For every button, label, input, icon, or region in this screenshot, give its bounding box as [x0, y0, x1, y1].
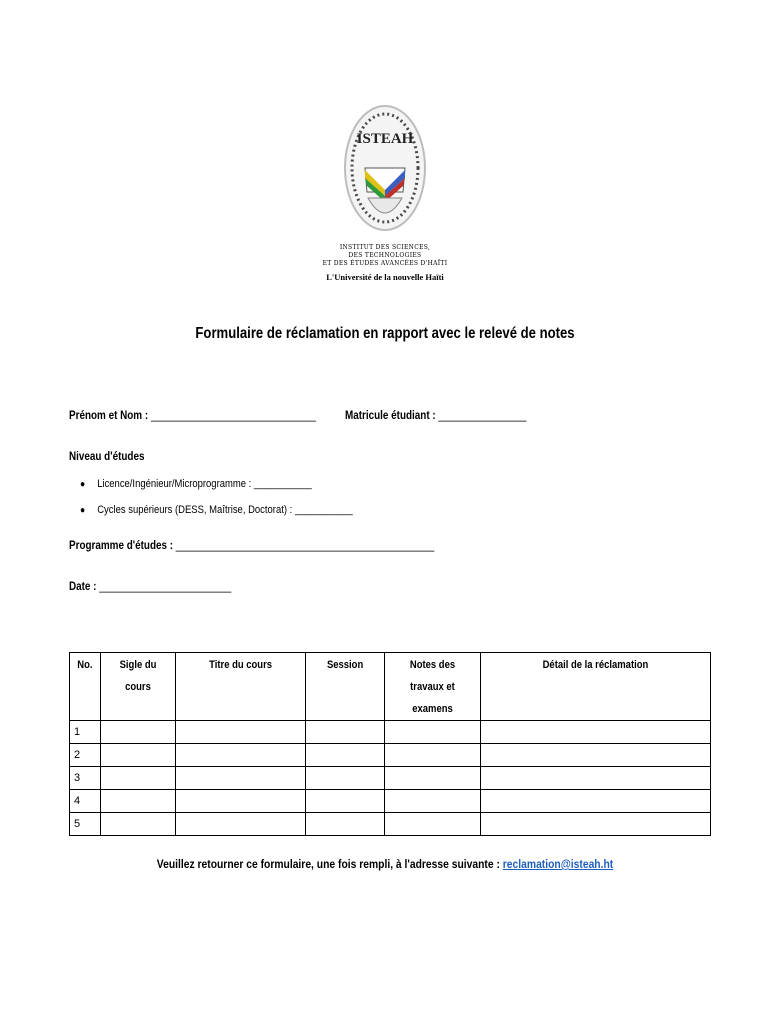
level-label: Licence/Ingénieur/Microprogramme :	[97, 478, 252, 490]
row-number: 5	[70, 813, 101, 836]
table-row	[70, 790, 711, 813]
institution-logo	[300, 98, 470, 282]
form-title: Formulaire de réclamation en rapport avec le relevé de notes	[195, 325, 575, 342]
institute-line-1: INSTITUT DES SCIENCES,	[339, 244, 431, 251]
cell-session[interactable]	[306, 790, 385, 813]
cell-sigle[interactable]	[101, 744, 176, 767]
header-no: No.	[70, 653, 101, 721]
level-item-licence[interactable]	[80, 475, 353, 501]
program-blank[interactable]: _______________________________________________	[175, 540, 435, 552]
seal-brand-text: ISTEAH	[356, 131, 414, 147]
cell-notes[interactable]	[385, 721, 481, 744]
header-session: Session	[306, 653, 385, 721]
cell-titre[interactable]	[176, 813, 306, 836]
matricule-blank[interactable]: ________________	[438, 410, 527, 422]
bullet-icon: ●	[80, 505, 86, 516]
cell-session[interactable]	[306, 813, 385, 836]
name-blank[interactable]: ______________________________	[150, 410, 316, 422]
header-notes: Notes des travaux et examens	[385, 653, 481, 721]
matricule-field[interactable]	[345, 410, 526, 422]
cell-notes[interactable]	[385, 790, 481, 813]
cell-session[interactable]	[306, 721, 385, 744]
cell-titre[interactable]	[176, 721, 306, 744]
program-field[interactable]	[69, 540, 434, 552]
row-number: 3	[70, 767, 101, 790]
cell-session[interactable]	[306, 744, 385, 767]
institute-name	[300, 244, 470, 268]
header-sigle: Sigle du cours	[101, 653, 176, 721]
cell-session[interactable]	[306, 767, 385, 790]
cell-notes[interactable]	[385, 767, 481, 790]
cell-detail[interactable]	[481, 813, 711, 836]
return-text: Veuillez retourner ce formulaire, une fois rempli, à l'adresse suivante :	[156, 857, 500, 871]
cell-titre[interactable]	[176, 744, 306, 767]
name-field[interactable]	[69, 410, 316, 422]
table-row	[70, 767, 711, 790]
cell-sigle[interactable]	[101, 721, 176, 744]
row-number: 2	[70, 744, 101, 767]
cell-detail[interactable]	[481, 744, 711, 767]
table-row	[70, 813, 711, 836]
name-label: Prénom et Nom :	[69, 410, 149, 422]
program-label: Programme d'études :	[69, 540, 174, 552]
institute-line-2: DES TECHNOLOGIES	[348, 252, 422, 259]
institute-line-3: ET DES ÉTUDES AVANCÉES D'HAÏTI	[322, 260, 448, 267]
cell-detail[interactable]	[481, 790, 711, 813]
table-row	[70, 721, 711, 744]
level-item-cycles[interactable]	[80, 501, 353, 527]
institute-tagline: L'Université de la nouvelle Haïti	[326, 272, 444, 282]
cell-titre[interactable]	[176, 790, 306, 813]
level-blank[interactable]: ___________	[294, 504, 353, 516]
level-blank[interactable]: ___________	[253, 478, 312, 490]
row-number: 1	[70, 721, 101, 744]
cell-sigle[interactable]	[101, 813, 176, 836]
row-number: 4	[70, 790, 101, 813]
table-header-row	[70, 653, 711, 721]
cell-notes[interactable]	[385, 813, 481, 836]
email-link[interactable]: reclamation@isteah.ht	[502, 857, 614, 871]
niveau-heading: Niveau d'études	[69, 451, 145, 463]
cell-detail[interactable]	[481, 721, 711, 744]
date-field[interactable]	[69, 581, 231, 593]
cell-sigle[interactable]	[101, 790, 176, 813]
bullet-icon: ●	[80, 479, 86, 490]
cell-notes[interactable]	[385, 744, 481, 767]
claims-table	[69, 652, 711, 836]
date-label: Date :	[69, 581, 97, 593]
level-list	[80, 475, 397, 527]
matricule-label: Matricule étudiant :	[345, 410, 436, 422]
cell-titre[interactable]	[176, 767, 306, 790]
date-blank[interactable]: ________________________	[99, 581, 232, 593]
header-detail: Détail de la réclamation	[481, 653, 711, 721]
cell-detail[interactable]	[481, 767, 711, 790]
cell-sigle[interactable]	[101, 767, 176, 790]
table-row	[70, 744, 711, 767]
level-label: Cycles supérieurs (DESS, Maîtrise, Doctorat) :	[97, 504, 293, 516]
return-instructions	[54, 857, 716, 871]
isteah-seal-icon	[340, 98, 430, 238]
header-titre: Titre du cours	[176, 653, 306, 721]
